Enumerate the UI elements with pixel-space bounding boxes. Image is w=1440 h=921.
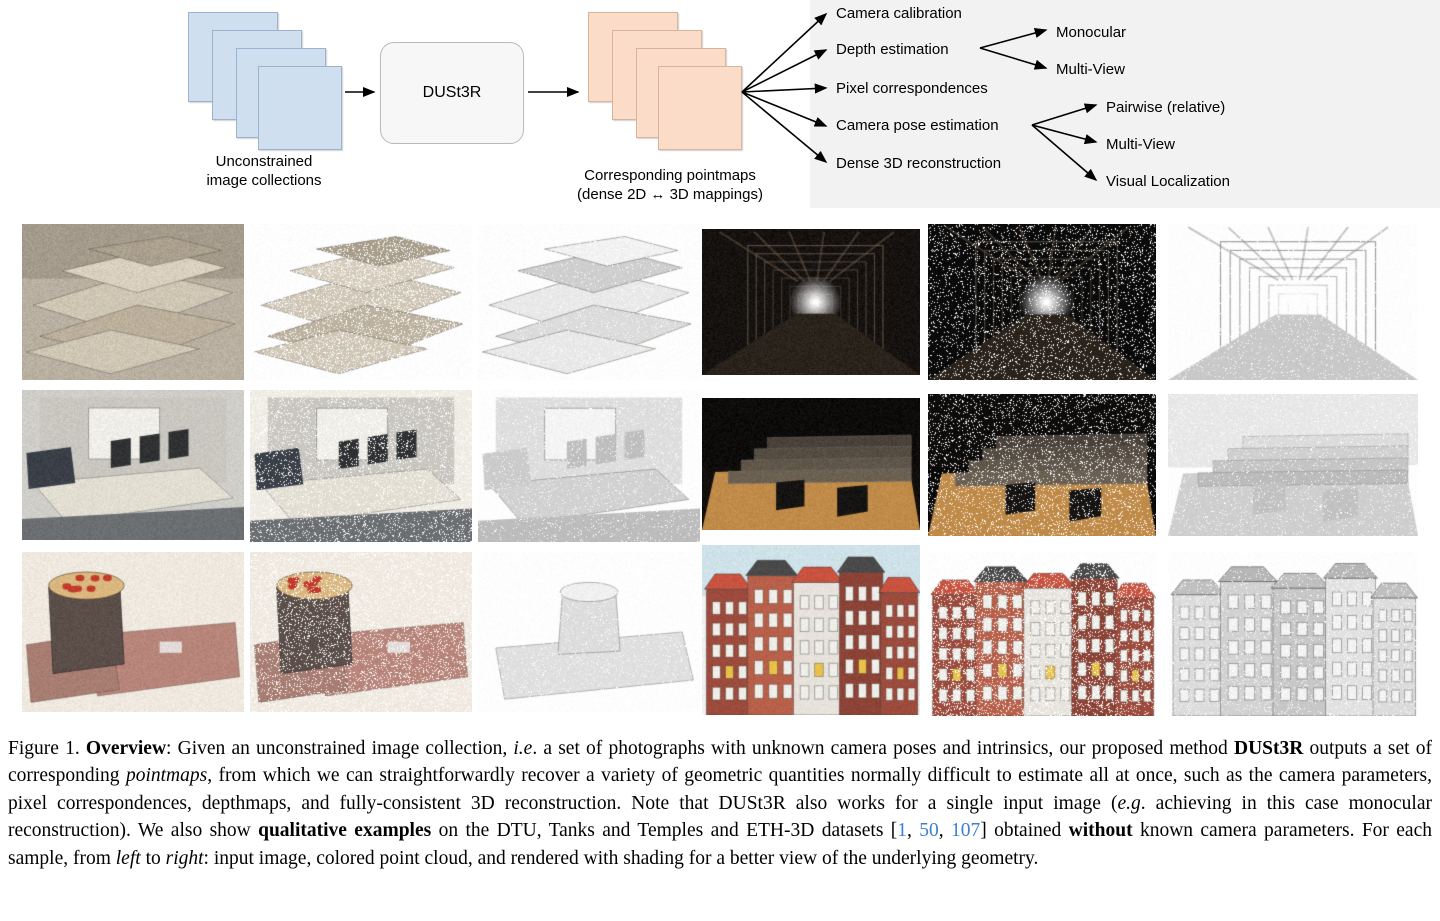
pipeline-diagram — [0, 0, 1440, 208]
task-label-camera-calibration: Camera calibration — [836, 5, 962, 22]
auditorium-shaded-render — [1168, 394, 1418, 536]
caption-sep-1: , — [907, 820, 920, 842]
input-caption-line1: Unconstrained — [215, 153, 313, 170]
caption-part-9: : input image, colored point cloud, and rendered with shading for a better view of the underlying geometry. — [203, 847, 1039, 869]
houses-colored-pointcloud — [928, 552, 1156, 716]
caption-left: left — [115, 847, 141, 869]
caption-qualitative-examples: qualitative examples — [258, 820, 432, 842]
task-label-depth-estimation: Depth estimation — [836, 41, 949, 58]
caption-pointmaps: pointmaps — [125, 765, 208, 787]
caption-part-1: : Given an unconstrained image collection, — [166, 738, 514, 759]
caption-part-4: , from which we can straightforwardly recover a variety of geometric quantities normally difficult to estimate all at once, such as the camera parameters, pixel correspondences, depthmaps, and fully-consistent 3D reconstruction. Note that DUSt3R also works for a single input image ( — [8, 765, 1432, 814]
citation-link-107[interactable]: 107 — [951, 820, 981, 842]
caption-part-5: . achieving in this case monocular reconstruction). We also show — [8, 792, 1432, 842]
task-label-pixel-correspondences: Pixel correspondences — [836, 80, 988, 97]
barn-input-image — [702, 229, 920, 375]
caption-without: without — [1068, 820, 1133, 842]
dust3r-model-label: DUSt3R — [422, 84, 482, 101]
citation-link-50[interactable]: 50 — [919, 820, 939, 842]
output-caption-line2: (dense 2D ↔ 3D mappings) — [577, 186, 763, 203]
figure-caption — [8, 735, 1432, 872]
caption-part-7: ] obtained — [980, 820, 1069, 842]
caption-part-8: known camera parameters. For each sample, from — [8, 820, 1432, 869]
barn-colored-pointcloud — [928, 224, 1156, 380]
caption-eg: e.g — [1117, 792, 1141, 814]
auditorium-input-image — [702, 398, 920, 530]
input-caption-line2: image collections — [206, 172, 322, 189]
caption-ie: i.e — [513, 738, 533, 759]
subtask-label-pairwise-relative: Pairwise (relative) — [1106, 99, 1226, 116]
caption-method-name: DUSt3R — [1233, 738, 1304, 759]
barn-shaded-render — [1168, 224, 1418, 380]
bricks-shaded-render — [478, 224, 700, 380]
caption-part-3: outputs a set of corresponding — [8, 738, 1433, 787]
caption-sep-2: , — [938, 820, 952, 842]
figure-title: Overview — [85, 738, 167, 759]
citation-link-1[interactable]: 1 — [897, 820, 908, 842]
auditorium-colored-pointcloud — [928, 394, 1156, 536]
office-input-image — [22, 390, 244, 540]
bricks-colored-pointcloud — [250, 224, 472, 380]
can-input-image — [22, 552, 244, 712]
office-colored-pointcloud — [250, 390, 472, 542]
diagram-arrows — [0, 0, 1440, 208]
houses-input-image — [702, 545, 920, 715]
output-caption-line1: Corresponding pointmaps — [584, 167, 756, 184]
task-label-camera-pose-estimation: Camera pose estimation — [836, 117, 999, 134]
can-shaded-render — [478, 552, 700, 712]
houses-shaded-render — [1168, 552, 1418, 716]
subtask-label-multi-view-pose: Multi-View — [1106, 136, 1175, 153]
subtask-label-monocular: Monocular — [1056, 24, 1127, 41]
caption-part-6: on the DTU, Tanks and Temples and ETH-3D datasets [ — [431, 820, 898, 842]
caption-to: to — [140, 847, 166, 869]
figure-label: Figure 1. — [8, 738, 80, 759]
bricks-input-image — [22, 224, 244, 380]
can-colored-pointcloud — [250, 552, 472, 712]
subtask-label-multi-view-depth: Multi-View — [1056, 61, 1125, 78]
subtask-label-visual-localization: Visual Localization — [1106, 173, 1230, 190]
results-gallery — [0, 212, 1440, 722]
caption-part-2: . a set of photographs with unknown camera poses and intrinsics, our proposed method — [532, 738, 1234, 759]
task-label-dense-3d-reconstruction: Dense 3D reconstruction — [836, 155, 1002, 172]
caption-right: right — [165, 847, 204, 869]
office-shaded-render — [478, 390, 700, 542]
